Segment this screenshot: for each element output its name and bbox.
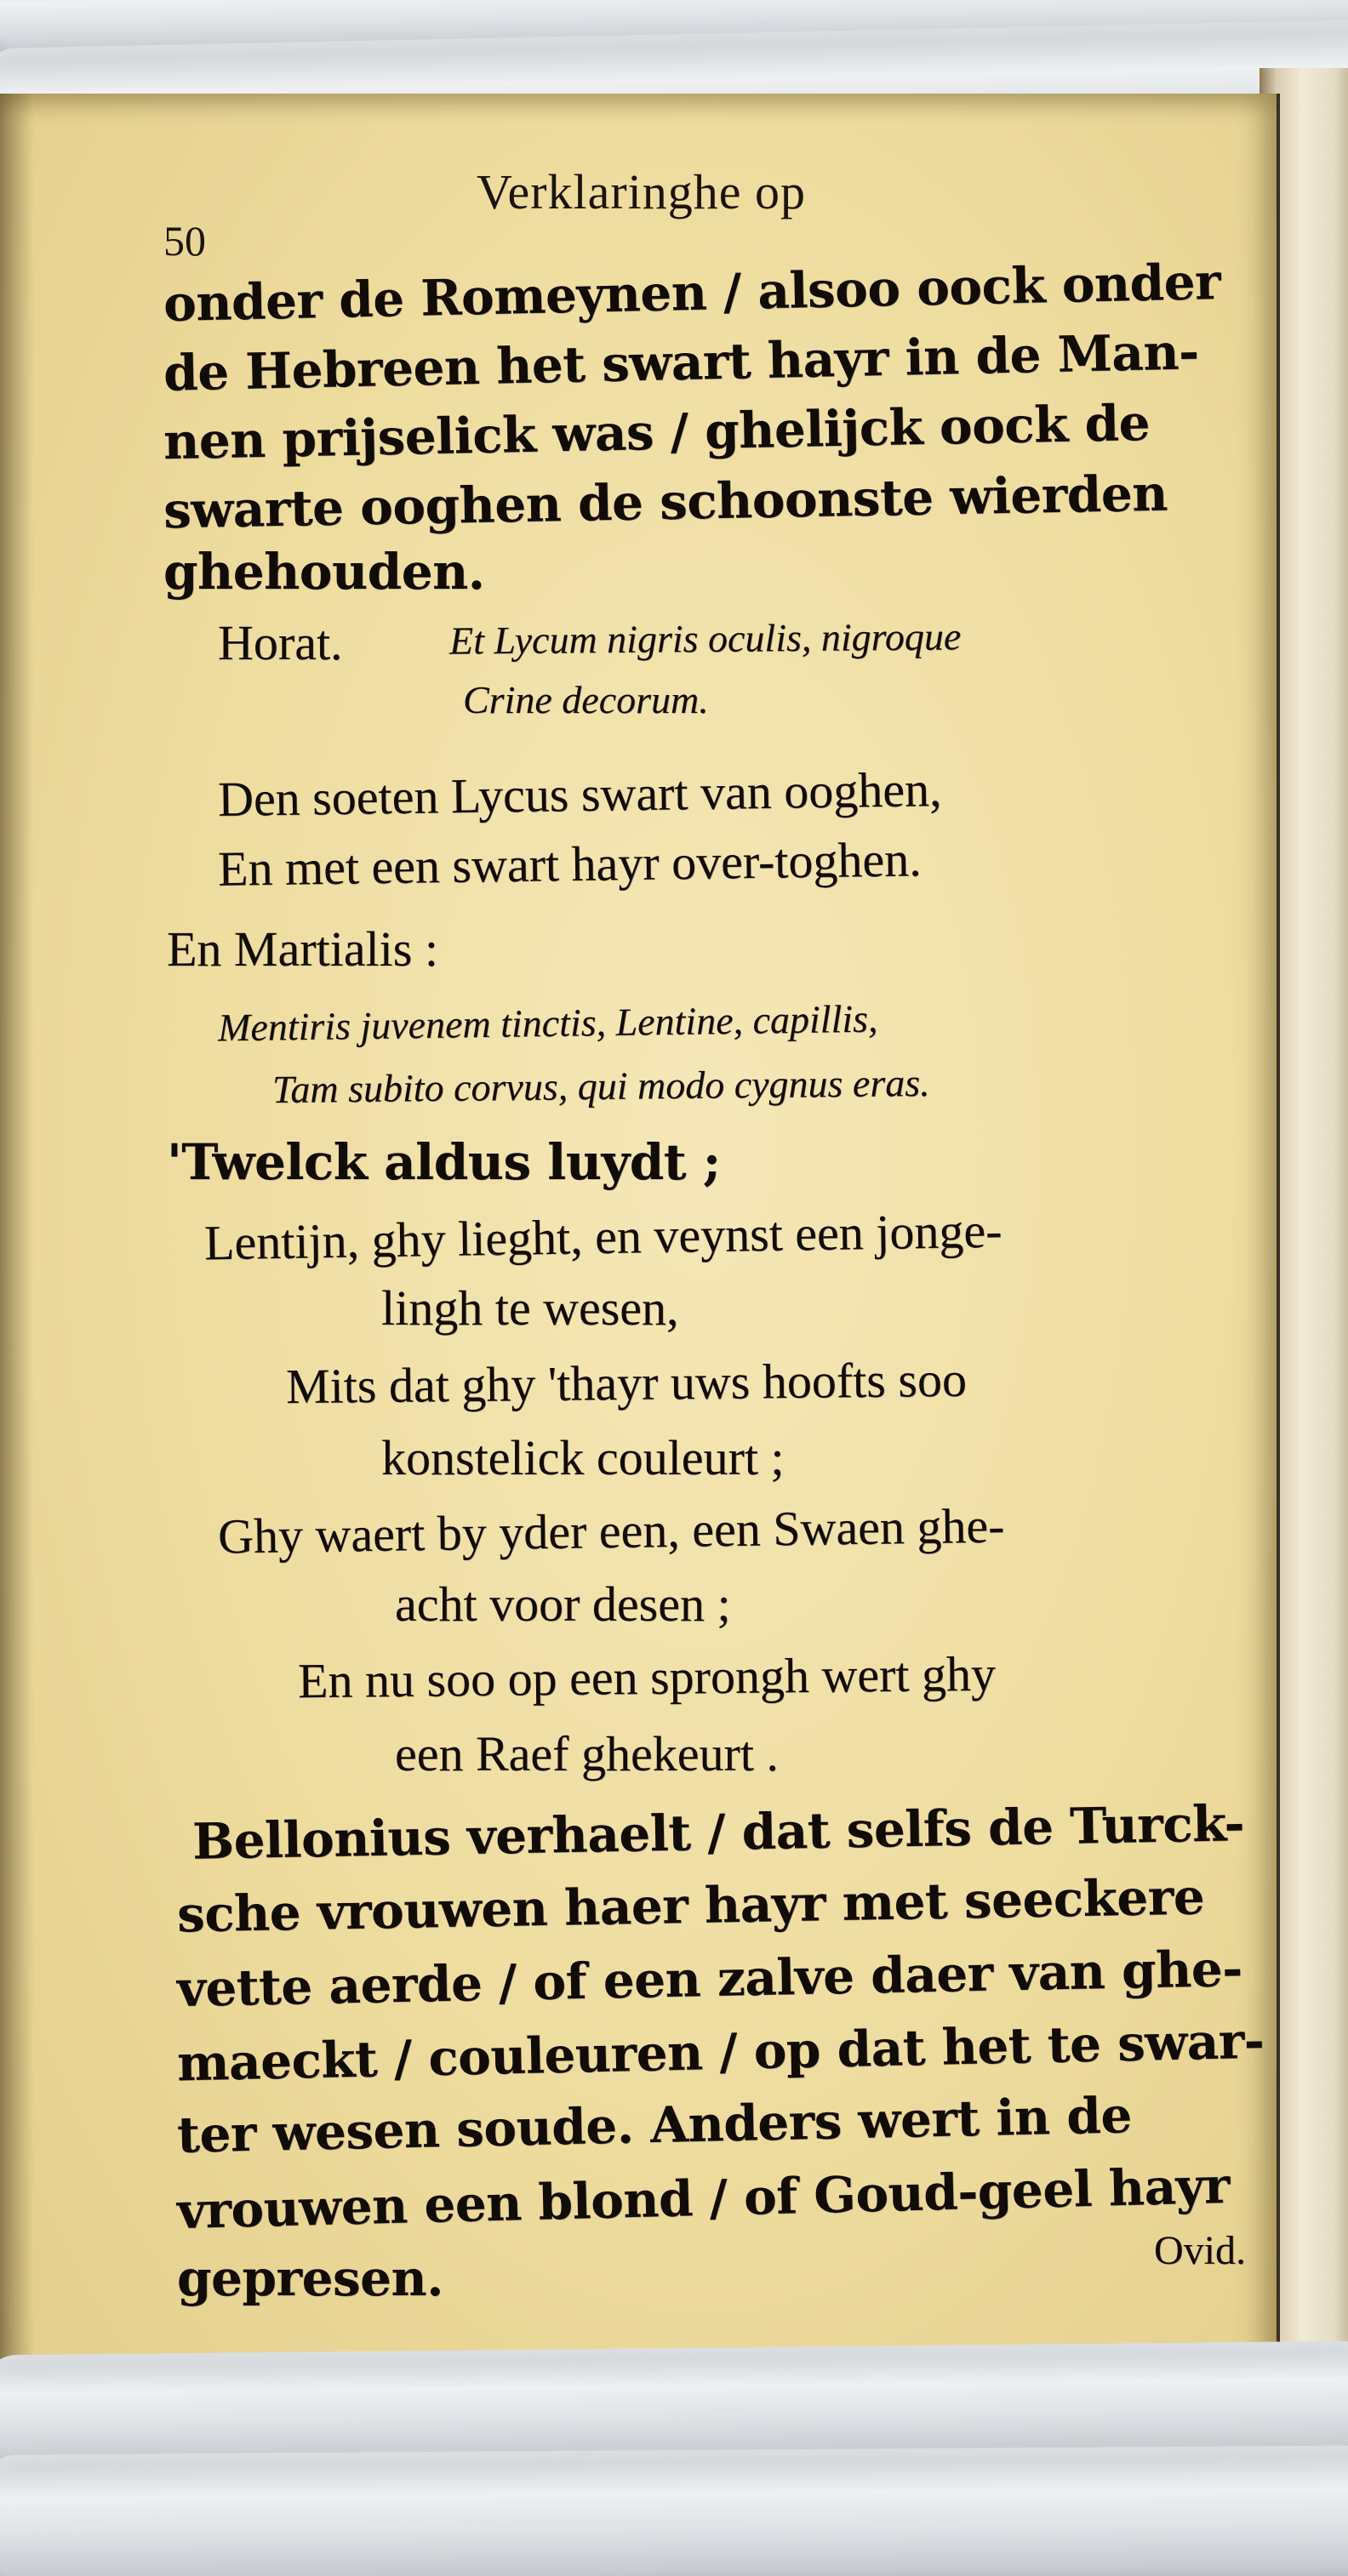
text-line: lingh te wesen, bbox=[381, 1280, 679, 1336]
text-line: acht voor desen ; bbox=[395, 1576, 731, 1632]
text-line: konstelick couleurt ; bbox=[381, 1430, 785, 1485]
text-line: Mentiris juvenem tinctis, Lentine, capillis, bbox=[217, 996, 878, 1050]
text-line: Bellonius verhaelt / dat selfs de Turck- bbox=[191, 1794, 1245, 1871]
text-line: sche vrouwen haer hayr met seeckere bbox=[176, 1867, 1205, 1944]
text-line: ghehouden. bbox=[163, 543, 485, 601]
text-line: maeckt / couleuren / op dat het te swar- bbox=[176, 2011, 1265, 2093]
binding-cloth-bottom-fold bbox=[0, 2445, 1348, 2576]
page-number: 50 bbox=[163, 217, 206, 265]
text-line: een Raef ghekeurt . bbox=[395, 1726, 779, 1781]
text-line: ter wesen soude. Anders wert in de bbox=[176, 2086, 1133, 2164]
text-line: vette aerde / of een zalve daer van ghe- bbox=[176, 1939, 1243, 2019]
text-line: Et Lycum nigris oculis, nigroque bbox=[448, 614, 962, 663]
text-line: vrouwen een blond / of Goud-geel hayr bbox=[176, 2156, 1231, 2241]
text-line: Lentijn, ghy lieght, en veynst een jonge- bbox=[203, 1202, 1002, 1271]
text-line: swarte ooghen de schoonste wierden bbox=[163, 464, 1168, 540]
text-line: Tam subito corvus, qui modo cygnus eras. bbox=[271, 1060, 930, 1112]
text-line: Den soeten Lycus swart van ooghen, bbox=[217, 761, 942, 827]
text-line: En Martialis : bbox=[167, 921, 438, 977]
text-line: de Hebreen het swart hayr in de Man- bbox=[163, 322, 1200, 402]
text-line: nen prijselick was / ghelijck oock de bbox=[163, 393, 1151, 471]
catchword: Ovid. bbox=[1154, 2228, 1246, 2273]
text-line: Crine decorum. bbox=[463, 678, 709, 721]
book-page bbox=[0, 94, 1280, 2425]
text-line: gepresen. bbox=[177, 2249, 443, 2307]
text-line: Horat. bbox=[218, 615, 343, 670]
running-head: Verklaringhe op bbox=[477, 164, 807, 219]
text-line: En nu soo op een sprongh wert ghy bbox=[297, 1645, 997, 1709]
page-gutter-shadow bbox=[0, 94, 34, 2425]
text-line: 'Twelck aldus luydt ; bbox=[167, 1133, 721, 1191]
text-line: Mits dat ghy 'thayr uws hoofts soo bbox=[285, 1351, 968, 1415]
text-line: Ghy waert by yder een, een Swaen ghe- bbox=[217, 1497, 1005, 1564]
text-line: En met een swart hayr over-toghen. bbox=[217, 831, 922, 897]
text-line: onder de Romeynen / alsoo oock onder bbox=[163, 253, 1221, 333]
